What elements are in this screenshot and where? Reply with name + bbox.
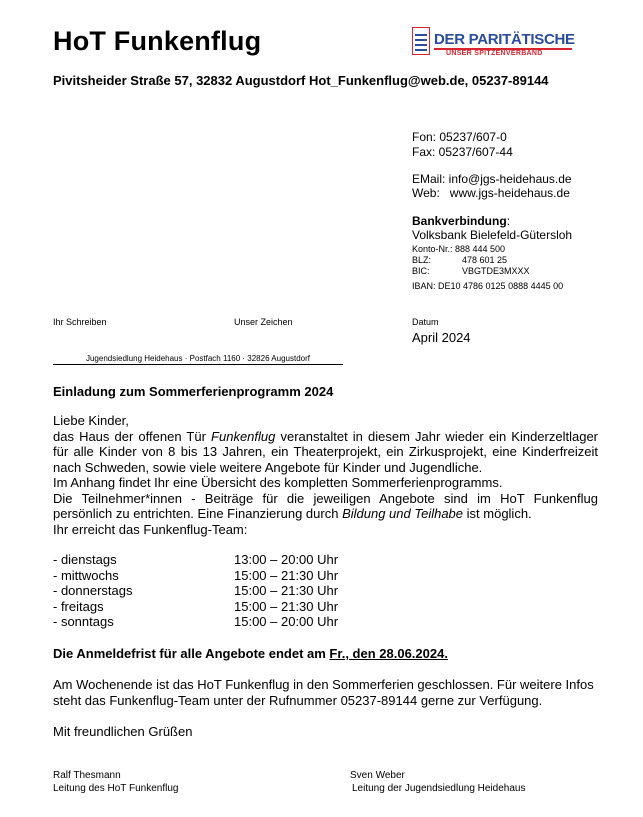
logo-subtitle: UNSER SPITZENVERBAND <box>446 50 543 57</box>
bank-bic <box>412 266 530 276</box>
bank-blz <box>412 255 507 265</box>
paragraph-1-text-a: das Haus der offenen Tür <box>53 428 212 444</box>
hours-day: - sonntags <box>53 614 114 629</box>
deadline-text: Die Anmeldefrist für alle Angebote endet am <box>53 646 330 661</box>
hours-day: - mittwochs <box>53 567 119 583</box>
blz-value: 478 601 25 <box>462 255 508 265</box>
contact-fax: Fax: 05237/607-44 <box>412 145 513 159</box>
paragraph-1-italic: Funkenflug <box>211 428 276 444</box>
hours-time: 15:00 – 21:30 Uhr <box>234 598 339 614</box>
paragraph-1-text-b: veranstaltet in diesem Jahr wieder ein Kinderzeltlager für alle Kinder von 8 bis 13 Jahren, ein Theaterprojekt, ein Zirkusprojekt, eine Kinderfreizeit nach Schweden, sowie viele weitere Angebote für Kinder und Jugendliche. <box>53 428 598 475</box>
bic-label: BIC: <box>412 266 430 276</box>
signature-left <box>53 769 178 795</box>
ihr-schreiben-label: Ihr Schreiben <box>53 317 107 327</box>
return-address: Jugendsiedlung Heidehaus · Postfach 1160 · 32826 Augustdorf <box>53 354 343 365</box>
paragraph-3-italic: Bildung und Teilhabe <box>342 506 464 521</box>
signature-name: Ralf Thesmann <box>53 770 121 781</box>
letter-body <box>53 413 598 537</box>
datum-label: Datum <box>412 317 439 327</box>
organization-address: Pivitsheider Straße 57, 32832 Augustdorf Hot_Funkenflug@web.de, 05237-89144 <box>53 73 549 88</box>
hours-row <box>53 568 338 584</box>
logo-mark-icon <box>412 27 430 55</box>
hours-time: 15:00 – 21:30 Uhr <box>234 567 339 583</box>
paragraph-1 <box>53 429 598 476</box>
paragraph-2: Im Anhang findet Ihr eine Übersicht des kompletten Sommerferienprogramms. <box>53 475 503 490</box>
closing-note: Am Wochenende ist das HoT Funkenflug in den Sommerferien geschlossen. Für weitere Infos steht das Funkenflug-Team unter der Rufnummer 05237-89144 gerne zur Verfügung. <box>53 677 594 708</box>
letter-subject: Einladung zum Sommerferienprogramm 2024 <box>53 384 334 399</box>
contact-web: Web: www.jgs-heidehaus.de <box>412 186 570 200</box>
contact-email: EMail: info@jgs-heidehaus.de <box>412 172 572 186</box>
hours-row <box>53 552 338 568</box>
bank-colon: : <box>506 214 511 228</box>
opening-hours <box>53 552 338 630</box>
hours-row <box>53 583 338 599</box>
paragraph-4: Ihr erreicht das Funkenflug-Team: <box>53 521 248 537</box>
organization-title: HoT Funkenflug <box>53 26 262 56</box>
bank-name: Volksbank Bielefeld-Gütersloh <box>412 228 573 242</box>
hours-time: 15:00 – 20:00 Uhr <box>234 614 339 629</box>
unser-zeichen-label: Unser Zeichen <box>234 317 293 327</box>
hours-time: 15:00 – 21:30 Uhr <box>234 583 339 598</box>
bank-heading <box>412 214 510 228</box>
blz-label: BLZ: <box>412 255 432 265</box>
paragraph-3-text-b: ist möglich. <box>463 506 532 521</box>
signature-role: Leitung des HoT Funkenflug <box>53 783 179 794</box>
hours-day: - freitags <box>53 598 104 614</box>
salutation: Liebe Kinder, <box>53 413 129 428</box>
hours-row <box>53 599 338 615</box>
paragraph-3-text-a: Die Teilnehmer*innen - Beiträge für die jeweiligen Angebote sind im HoT Funkenflug persönlich zu entrichten. Eine Finanzierung durch <box>53 490 598 521</box>
bank-konto: Konto-Nr.: 888 444 500 <box>412 244 506 254</box>
hours-time: 13:00 – 20:00 Uhr <box>234 552 339 567</box>
paritaetische-logo <box>412 27 582 61</box>
hours-day: - dienstags <box>53 552 117 567</box>
signature-right <box>350 769 525 795</box>
bic-value: VBGTDE3MXXX <box>462 266 530 276</box>
logo-name: DER PARITÄTISCHE <box>434 31 575 48</box>
signature-role: Leitung der Jugendsiedlung Heidehaus <box>352 783 526 794</box>
bank-label: Bankverbindung <box>412 214 507 228</box>
hours-day: - donnerstags <box>53 583 133 598</box>
greeting: Mit freundlichen Grüßen <box>53 724 193 739</box>
hours-row <box>53 614 338 630</box>
deadline-date: Fr., den 28.06.2024. <box>329 646 448 661</box>
registration-deadline <box>53 646 448 661</box>
paragraph-3 <box>53 491 598 522</box>
signature-name: Sven Weber <box>350 770 405 781</box>
contact-fon: Fon: 05237/607-0 <box>412 130 507 144</box>
datum-value: April 2024 <box>412 330 471 345</box>
bank-iban: IBAN: DE10 4786 0125 0888 4445 00 <box>412 281 564 291</box>
